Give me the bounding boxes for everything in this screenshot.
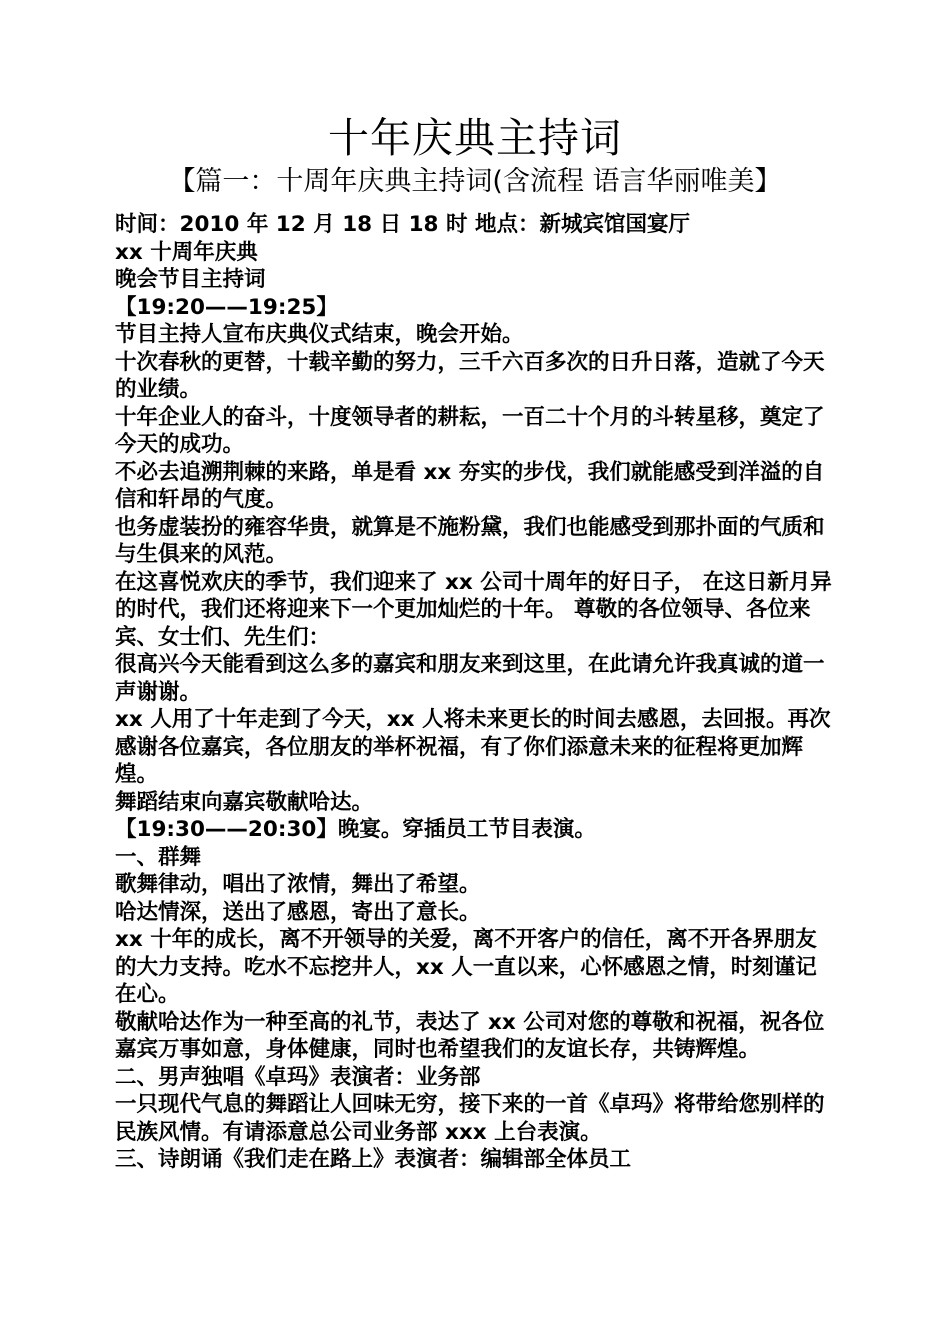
paragraph: 一只现代气息的舞蹈让人回味无穷，接下来的一首《卓玛》将带给您别样的民族风情。有请添意总公司业务部 xxx 上台表演。 <box>115 1092 825 1145</box>
document-subtitle: 【篇一：十周年庆典主持词(含流程 语言华丽唯美】 <box>168 166 782 197</box>
paragraph: 一、群舞 <box>115 844 202 870</box>
document-body <box>115 211 837 1174</box>
paragraph: 【19:30——20:30】晚宴。穿插员工节目表演。 <box>115 817 596 842</box>
paragraph: 歌舞律动，唱出了浓情，舞出了希望。 <box>115 872 481 897</box>
paragraph: 很高兴今天能看到这么多的嘉宾和朋友来到这里，在此请允许我真诚的道一声谢谢。 <box>115 652 825 705</box>
paragraph: 也务虚装扮的雍容华贵，就算是不施粉黛，我们也能感受到那扑面的气质和与生俱来的风范。 <box>115 514 825 567</box>
paragraph: 哈达情深，送出了感恩，寄出了意长。 <box>115 899 481 925</box>
paragraph: 节目主持人宣布庆典仪式结束，晚会开始。 <box>115 322 524 347</box>
paragraph: 在这喜悦欢庆的季节，我们迎来了 xx 公司十周年的好日子， 在这日新月异的时代，我们还将迎来下一个更加灿烂的十年。 尊敬的各位领导、各位来宾、女士们、先生们： <box>115 569 832 650</box>
paragraph: 敬献哈达作为一种至高的礼节，表达了 xx 公司对您的尊敬和祝福，祝各位嘉宾万事如意，身体健康，同时也希望我们的友谊长存，共铸辉煌。 <box>115 1009 825 1062</box>
paragraph: 不必去追溯荆棘的来路，单是看 xx 夯实的步伐，我们就能感受到洋溢的自信和轩昂的气度。 <box>115 459 825 512</box>
paragraph: 二、男声独唱《卓玛》表演者：业务部 <box>115 1064 481 1090</box>
paragraph: 时间：2010 年 12 月 18 日 18 时 地点：新城宾馆国宴厅 <box>115 212 690 237</box>
paragraph: 晚会节目主持词 <box>115 267 266 292</box>
paragraph: 十年企业人的奋斗，十度领导者的耕耘，一百二十个月的斗转星移，奠定了今天的成功。 <box>115 404 825 457</box>
paragraph: 三、诗朗诵《我们走在路上》表演者：编辑部全体员工 <box>115 1147 632 1172</box>
paragraph: 十次春秋的更替，十载辛勤的努力，三千六百多次的日升日落，造就了今天的业绩。 <box>115 349 825 402</box>
paragraph: xx 十年的成长，离不开领导的关爱，离不开客户的信任，离不开各界朋友的大力支持。吃水不忘挖井人，xx 人一直以来，心怀感恩之情，时刻谨记在心。 <box>115 927 817 1007</box>
paragraph: 舞蹈结束向嘉宾敬献哈达。 <box>115 789 374 815</box>
paragraph: xx 十周年庆典 <box>115 239 258 265</box>
document-title: 十年庆典主持词 <box>328 114 622 162</box>
paragraph: 【19:20——19:25】 <box>115 294 338 320</box>
paragraph: xx 人用了十年走到了今天，xx 人将未来更长的时间去感恩，去回报。再次感谢各位嘉宾，各位朋友的举杯祝福，有了你们添意未来的征程将更加辉煌。 <box>115 707 831 787</box>
